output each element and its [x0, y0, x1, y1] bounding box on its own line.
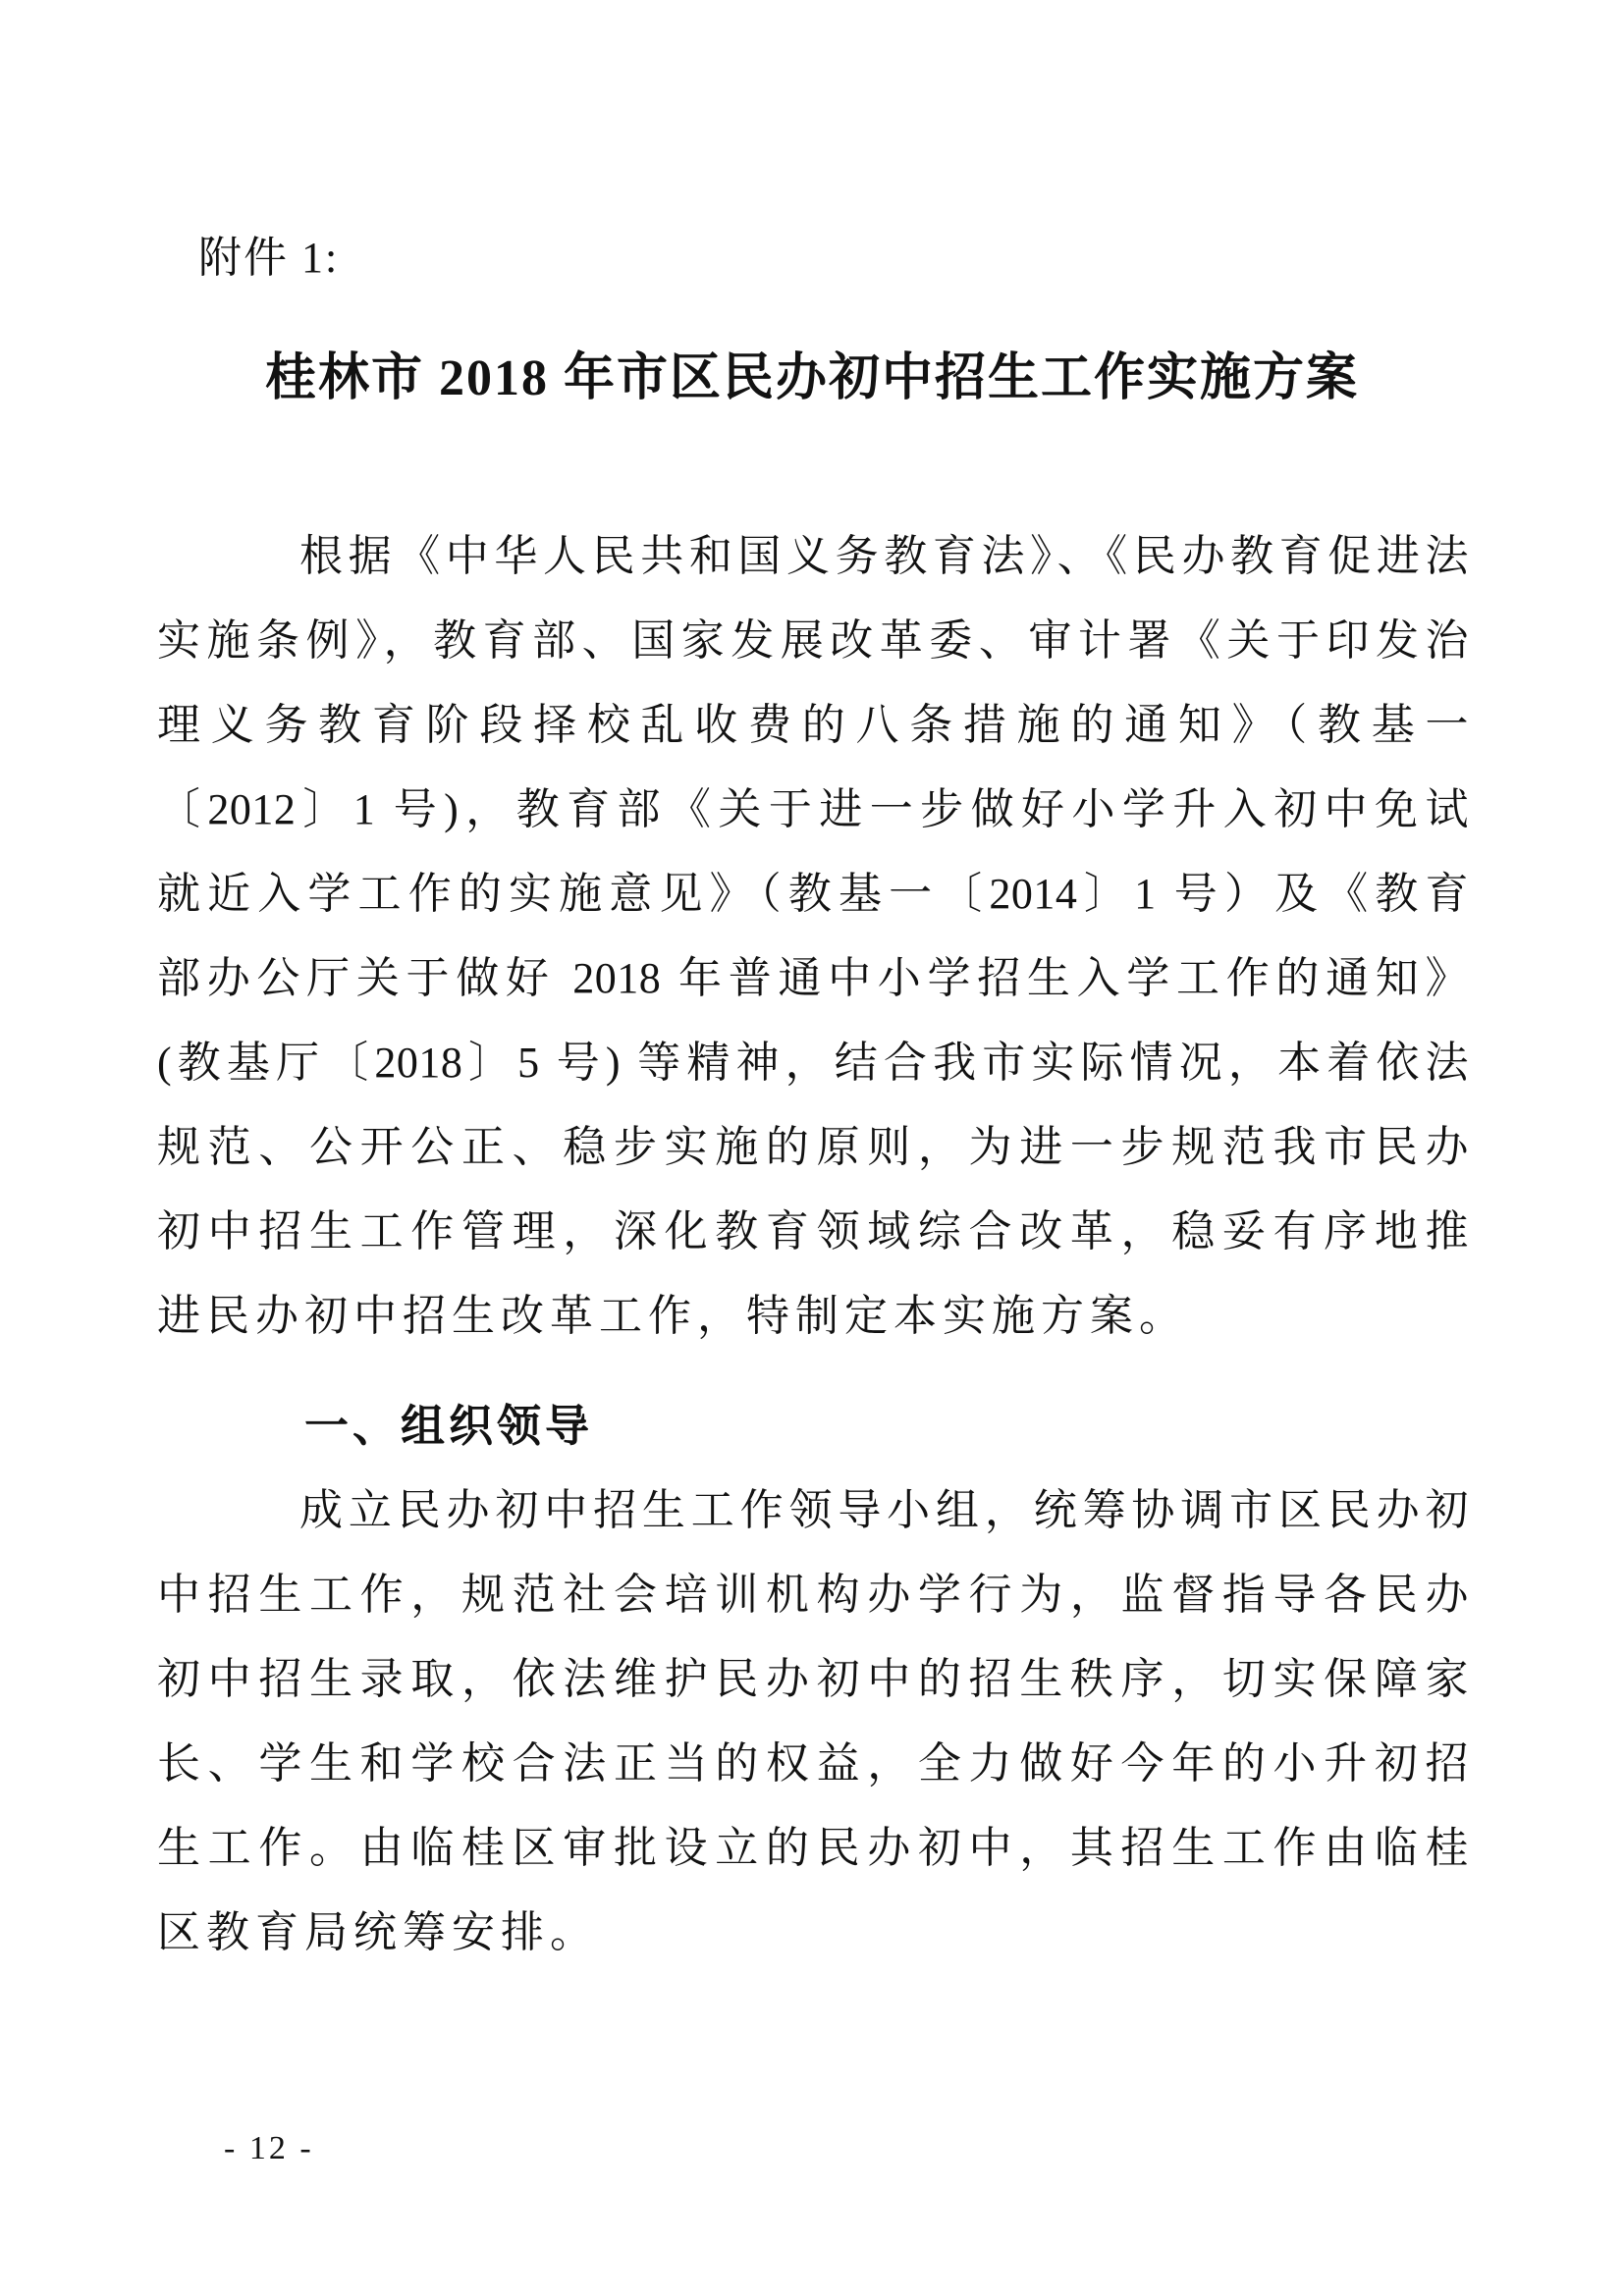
- attachment-label: 附件 1:: [198, 234, 340, 282]
- body-line: 理义务教育阶段择校乱收费的八条措施的通知》（教基一: [157, 701, 1469, 749]
- document-title: 桂林市 2018 年市区民办初中招生工作实施方案: [264, 350, 1359, 406]
- document-body: [157, 514, 1469, 1975]
- body-line: 部办公厅关于做好 2018 年普通中小学招生入学工作的通知》: [157, 954, 1469, 1002]
- body-line: 区教育局统筹安排。: [157, 1908, 599, 1956]
- body-line: 长、学生和学校合法正当的权益，全力做好今年的小升初招: [157, 1739, 1469, 1788]
- body-line: 生工作。由临桂区审批设立的民办初中，其招生工作由临桂: [157, 1824, 1469, 1872]
- body-line: 根据《中华人民共和国义务教育法》、《民办教育促进法: [299, 532, 1469, 580]
- body-line: (教基厅〔2018〕5 号) 等精神，结合我市实际情况，本着依法: [157, 1039, 1469, 1087]
- section-heading: 一、组织领导: [304, 1401, 594, 1451]
- body-line: 就近入学工作的实施意见》（教基一〔2014〕1 号）及《教育: [157, 870, 1469, 918]
- body-line: 初中招生工作管理，深化教育领域综合改革，稳妥有序地推: [157, 1207, 1469, 1255]
- body-line: 成立民办初中招生工作领导小组，统筹协调市区民办初: [299, 1486, 1469, 1534]
- body-line: 进民办初中招生改革工作，特制定本实施方案。: [157, 1292, 1188, 1340]
- page-number: - 12 -: [224, 2130, 314, 2166]
- body-line: 规范、公开公正、稳步实施的原则，为进一步规范我市民办: [157, 1123, 1469, 1171]
- body-line: 〔2012〕1 号)，教育部《关于进一步做好小学升入初中免试: [157, 785, 1469, 833]
- body-line: 初中招生录取，依法维护民办初中的招生秩序，切实保障家: [157, 1655, 1469, 1703]
- body-line: 中招生工作，规范社会培训机构办学行为，监督指导各民办: [157, 1571, 1469, 1619]
- body-line: 实施条例》，教育部、国家发展改革委、审计署《关于印发治: [157, 616, 1469, 665]
